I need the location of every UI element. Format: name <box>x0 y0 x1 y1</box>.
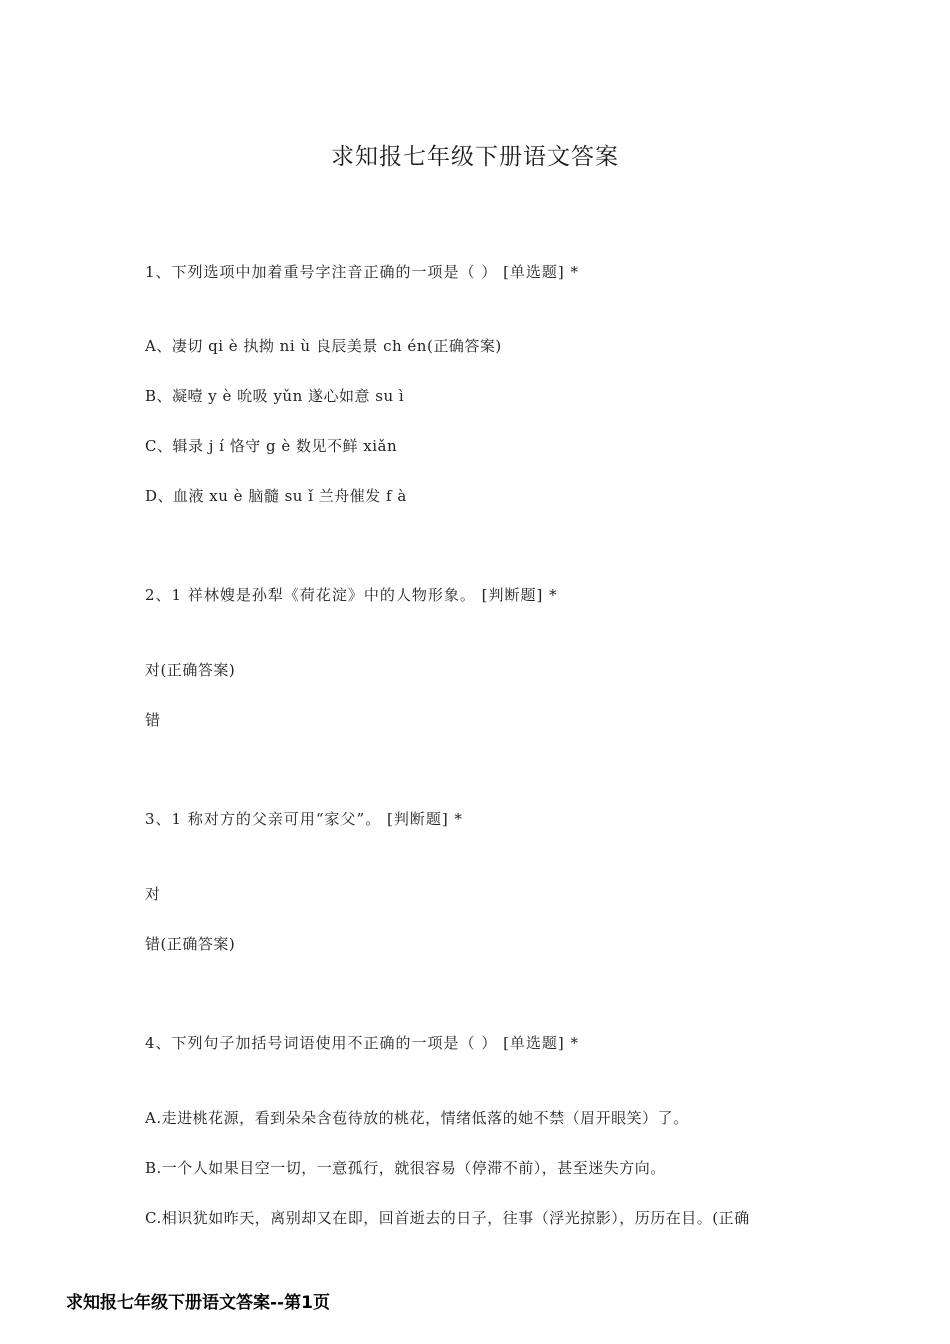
question-4-option-a: A.走进桃花源，看到朵朵含苞待放的桃花，情绪低落的她不禁（眉开眼笑）了。 <box>145 1109 689 1127</box>
question-4-option-c: C.相识犹如昨天，离别却又在即，回首逝去的日子，往事（浮光掠影），历历在目。(正确 <box>145 1209 750 1227</box>
question-2-prompt: 2、1 祥林嫂是孙犁《荷花淀》中的人物形象。 [判断题] * <box>145 586 558 604</box>
question-4-prompt: 4、下列句子加括号词语使用不正确的一项是（ ） [单选题] * <box>145 1034 580 1052</box>
question-1-option-b: B、凝噎 y è 吮吸 yǔn 遂心如意 su ì <box>145 387 405 405</box>
page-title: 求知报七年级下册语文答案 <box>331 144 619 170</box>
question-1-option-c: C、辑录 j í 恪守 g è 数见不鲜 xiǎn <box>145 437 398 455</box>
question-3-option-true: 对 <box>145 885 161 903</box>
question-4-option-b: B.一个人如果目空一切，一意孤行，就很容易（停滞不前），甚至迷失方向。 <box>145 1159 666 1177</box>
question-1-prompt: 1、下列选项中加着重号字注音正确的一项是（ ） [单选题] * <box>145 263 580 281</box>
question-1-option-a: A、凄切 qi è 执拗 ni ù 良辰美景 ch én(正确答案) <box>145 337 502 355</box>
question-2-option-true: 对(正确答案) <box>145 661 236 679</box>
question-3-prompt: 3、1 称对方的父亲可用“家父”。 [判断题] * <box>145 810 463 828</box>
question-3-option-false: 错(正确答案) <box>145 935 236 953</box>
page-footer: 求知报七年级下册语文答案--第1页 <box>66 1293 330 1313</box>
question-1-option-d: D、血液 xu è 脑髓 su ǐ 兰舟催发 f à <box>145 487 407 505</box>
question-2-option-false: 错 <box>145 711 161 729</box>
